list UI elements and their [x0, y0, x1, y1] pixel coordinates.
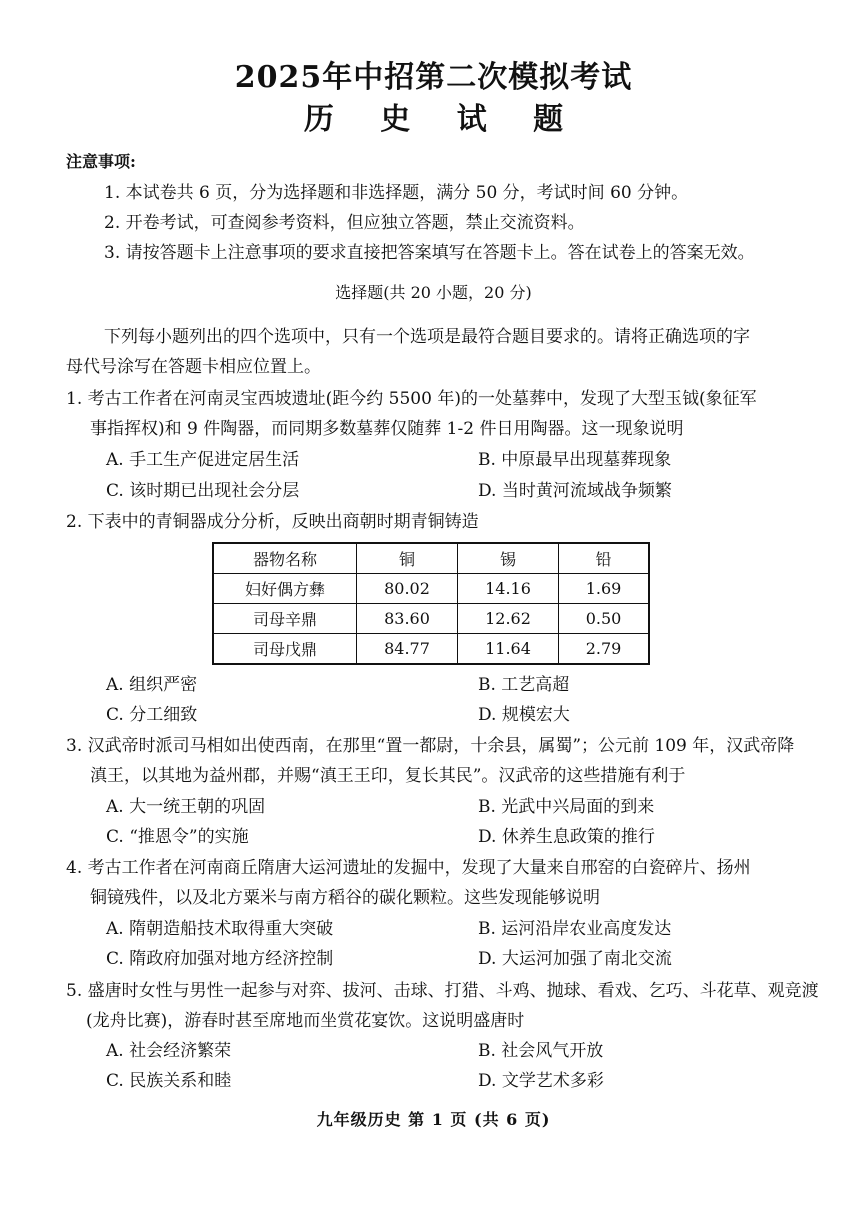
table-row — [213, 634, 649, 665]
table-header: 铜 — [357, 543, 458, 574]
bronze-composition-table — [212, 542, 650, 665]
question-stem: 2. 下表中的青铜器成分分析，反映出商朝时期青铜铸造 — [66, 512, 479, 532]
option-d: D. 当时黄河流域战争频繁 — [478, 481, 672, 501]
table-cell: 0.50 — [559, 604, 650, 634]
table-cell: 司母辛鼎 — [213, 604, 357, 634]
table-header: 锡 — [458, 543, 559, 574]
option-c: C. 民族关系和睦 — [106, 1071, 232, 1091]
option-b: B. 中原最早出现墓葬现象 — [478, 450, 672, 470]
table-cell: 妇好偶方彝 — [213, 574, 357, 604]
table-cell: 11.64 — [458, 634, 559, 665]
question-stem: 5. 盛唐时女性与男性一起参与对弈、拔河、击球、打猎、斗鸡、抛球、看戏、乞巧、斗花草、观竞渡 — [66, 981, 819, 1001]
option-b: B. 光武中兴局面的到来 — [478, 797, 655, 817]
question-stem: 1. 考古工作者在河南灵宝西坡遗址(距今约 5500 年)的一处墓葬中，发现了大型玉钺(象征军 — [66, 389, 757, 409]
table-cell: 80.02 — [357, 574, 458, 604]
table-header: 器物名称 — [213, 543, 357, 574]
table-cell: 2.79 — [559, 634, 650, 665]
notice-item: 1. 本试卷共 6 页，分为选择题和非选择题，满分 50 分，考试时间 60 分钟。 — [104, 183, 689, 203]
option-a: A. 大一统王朝的巩固 — [106, 797, 266, 817]
page-footer: 九年级历史 第 1 页 (共 6 页) — [316, 1110, 551, 1129]
option-d: D. 大运河加强了南北交流 — [478, 949, 672, 969]
question-stem: (龙舟比赛)，游春时甚至席地而坐赏花宴饮。这说明盛唐时 — [86, 1011, 525, 1031]
table-header-row — [213, 543, 649, 574]
section-heading: 选择题(共 20 小题，20 分) — [335, 283, 532, 302]
option-c: C. 该时期已出现社会分层 — [106, 481, 300, 501]
table-cell: 84.77 — [357, 634, 458, 665]
notice-item: 2. 开卷考试，可查阅参考资料，但应独立答题，禁止交流资料。 — [104, 213, 585, 233]
table-row — [213, 604, 649, 634]
table-cell: 司母戊鼎 — [213, 634, 357, 665]
option-d: D. 规模宏大 — [478, 705, 570, 725]
question-stem: 事指挥权)和 9 件陶器，而同期多数墓葬仅随葬 1-2 件日用陶器。这一现象说明 — [90, 419, 684, 439]
section-instruction: 母代号涂写在答题卡相应位置上。 — [66, 357, 321, 377]
option-b: B. 运河沿岸农业高度发达 — [478, 919, 672, 939]
exam-title: 2025年中招第二次模拟考试 — [234, 60, 633, 95]
option-a: A. 组织严密 — [106, 675, 198, 695]
notice-heading: 注意事项: — [66, 152, 136, 171]
option-b: B. 社会风气开放 — [478, 1041, 604, 1061]
option-a: A. 手工生产促进定居生活 — [106, 450, 300, 470]
table-cell: 12.62 — [458, 604, 559, 634]
option-a: A. 社会经济繁荣 — [106, 1041, 232, 1061]
option-c: C. “推恩令”的实施 — [106, 827, 249, 847]
table-header: 铅 — [559, 543, 650, 574]
notice-item: 3. 请按答题卡上注意事项的要求直接把答案填写在答题卡上。答在试卷上的答案无效。 — [104, 243, 755, 263]
option-c: C. 分工细致 — [106, 705, 198, 725]
question-stem: 滇王，以其地为益州郡，并赐“滇王王印，复长其民”。汉武帝的这些措施有利于 — [90, 766, 686, 786]
option-d: D. 休养生息政策的推行 — [478, 827, 655, 847]
option-d: D. 文学艺术多彩 — [478, 1071, 604, 1091]
section-instruction: 下列每小题列出的四个选项中，只有一个选项是最符合题目要求的。请将正确选项的字 — [104, 327, 750, 347]
question-stem: 3. 汉武帝时派司马相如出使西南，在那里“置一都尉，十余县，属蜀”；公元前 109 年，汉武帝降 — [66, 736, 795, 756]
table-row — [213, 574, 649, 604]
option-a: A. 隋朝造船技术取得重大突破 — [106, 919, 334, 939]
table-cell: 1.69 — [559, 574, 650, 604]
option-b: B. 工艺高超 — [478, 675, 570, 695]
question-stem: 4. 考古工作者在河南商丘隋唐大运河遗址的发掘中，发现了大量来自邢窑的白瓷碎片、扬州 — [66, 858, 751, 878]
table-cell: 14.16 — [458, 574, 559, 604]
question-stem: 铜镜残件，以及北方粟米与南方稻谷的碳化颗粒。这些发现能够说明 — [90, 888, 600, 908]
option-c: C. 隋政府加强对地方经济控制 — [106, 949, 334, 969]
exam-subject-title: 历 史 试 题 — [303, 102, 582, 137]
table-cell: 83.60 — [357, 604, 458, 634]
